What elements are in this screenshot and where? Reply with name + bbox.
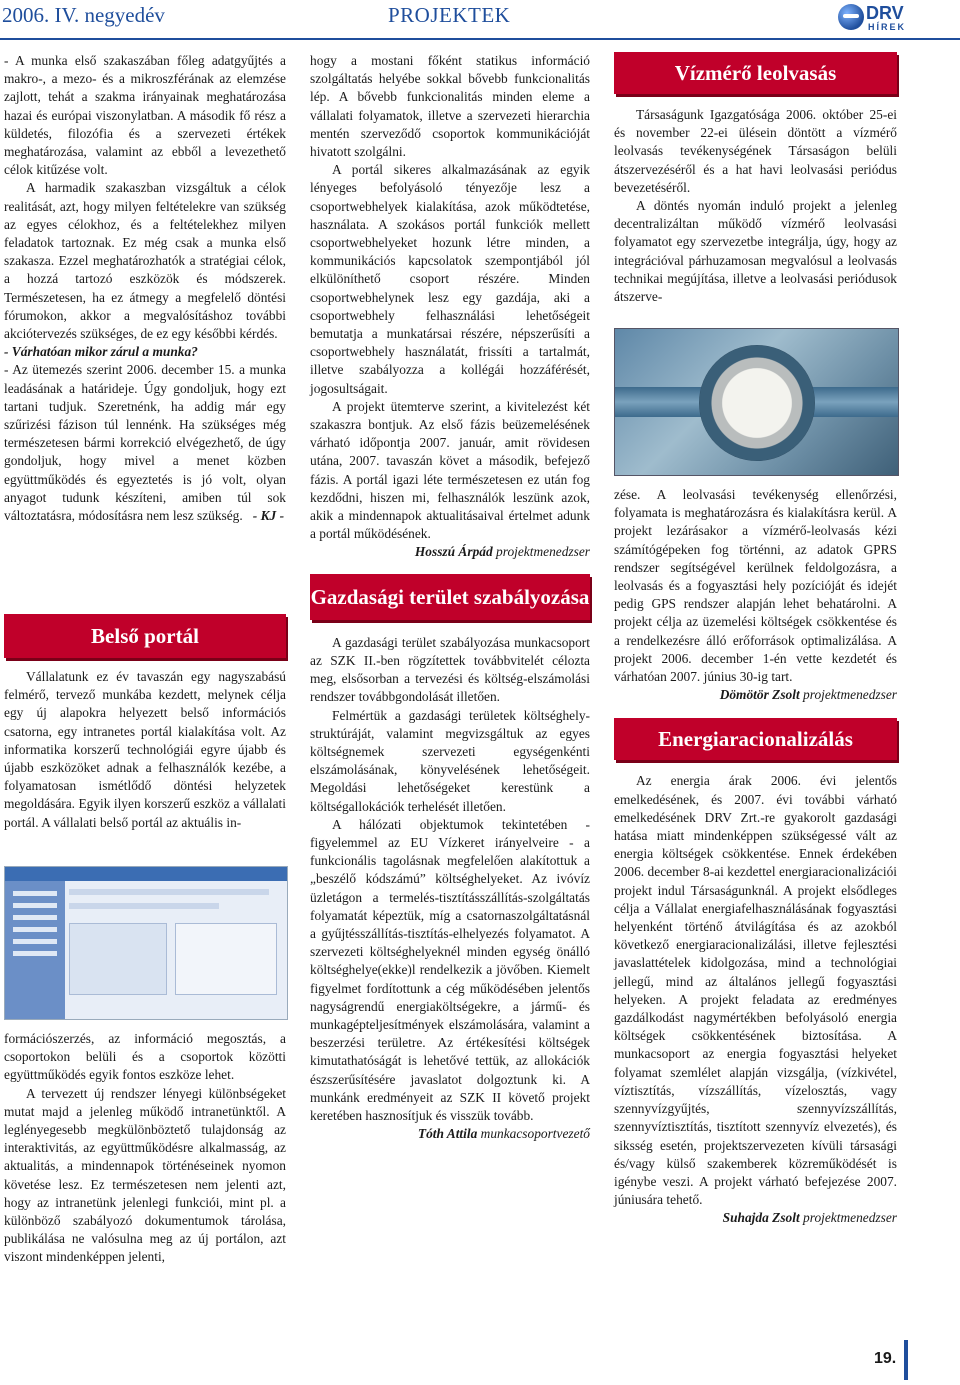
column-1 xyxy=(4,52,286,525)
col1-para-2: A harmadik szakaszban vizsgáltuk a célok realitását, azt, hogy milyen feltételekre van szükség az egyes célokhoz, és a feltételekhez milyen feladatok tartoznak. Ez még csak a munka első szakasza. Ezzel meghatározhatók a stratégiai célok, a hozzá tartozó eszközök és módszerek. Természetesen, ha ez átmegy a megfelelő döntési fórumokon, akkor a megvalósításhoz további akciótervezés szükséges, de ez egy későbbi kérdés. xyxy=(4,180,286,342)
page-number-bar xyxy=(904,1340,908,1380)
signature-name: Suhajda Zsolt xyxy=(722,1210,800,1226)
water-meter-photo xyxy=(614,328,899,476)
water-meter-icon xyxy=(699,345,815,461)
signature-name: Hosszú Árpád xyxy=(414,544,493,560)
section-band-belso-portal: Belső portál xyxy=(4,614,286,658)
column-2 xyxy=(310,52,590,1143)
header-divider xyxy=(0,38,960,40)
section-band-gazdasagi: Gazdasági terület szabályozása xyxy=(310,574,590,620)
col3-para-4: Az energia árak 2006. évi jelentős emelkedésének, és 2007. évi további várható emelkedésének DRV Zrt.-re gyakorolt gazdasági hatása miatt mindenképpen szükségessé vált az energia költségek csökkentése. Ennek érdekében 2006. december 8-ai kezdettel energiaracionalizációi projekt indul Társaságunknál. A projekt elsődleges célja a Vállalat energiafelhasználásának fogyasztási helyenként történő átvilágítása és az azokból következő energiaracionalizálási, illetve fejlesztési javaslattételek kidolgozása, mind a technológiai jellegű, mind az általános jellegű fogyasztási helyeken. A projekt feladata az eredményes gazdálkodást nagymértékben befolyásoló energia költségek csökkentésének biztosítása. A munkacsoport az energia fogyasztási helyeket folyamat szemlélet alapján vizsgálja, (vízkivétel, víztisztítás, vízszállítás, vízelosztás, vagy szennyvízgyűjtés, szennyvízszállítás, szennyvíztisztítás, tisztított szennyvíz elvezetés), és siksség esetén, projektszervezeten kívüli társasági és/vagy külső szakemberek közreműködését is igénybe veszi. A projekt várható befejezése 2007. júniusára tehető. xyxy=(614,773,897,1208)
drv-logo-icon xyxy=(838,4,864,30)
issue-label: 2006. IV. negyedév xyxy=(2,3,165,27)
author-signature: - KJ - xyxy=(252,508,285,524)
signature-domotor xyxy=(614,686,897,704)
section-band-energia: Energiaracionalizálás xyxy=(614,718,897,760)
page-header xyxy=(0,0,960,40)
col1-para-3-text: - Az ütemezés szerint 2006. december 15. a munka leadásának a határideje. Úgy gondoljuk, hogy ezt tartani tudjuk. Szeretnénk, ha addig már egy szűrizési fázison túl lennénk. Ha szükséges még természetesen bármi korrekció elvégezhető, de úgy gondoljuk, hogy mivel a menet közben együttműködés és egyeztetés is jó volt, olyan anyagot tudunk készíteni, amiben túl sok változtatásra, módosításra nem lesz szükség. xyxy=(4,362,286,524)
col3-para-1: Társaságunk Igazgatósága 2006. október 25-ei és november 22-ei ülésein döntött a vízmérő leolvasás tevékenységének Társaságon belüli átszervezéséről és a hat havi leolvasási periódus bevezetéséről. xyxy=(614,107,897,195)
col1-para-3 xyxy=(4,361,286,525)
col2-para-6: A hálózati objektumok tekintetében - figyelemmel az EU Vízkeret irányelveire - a funkcionális tagolásnak megfelelően alakítottuk a „beszélő kódszámú” költséghelyeket. Az ivóvíz üzletágon a termelés-tisztításszállítás-szolgáltatás folyamatát képeztük, míg a csatornaszolgáltatásnál a gyűjtésszállítás-tisztítás-elhelyezés folyamatot. A szervezeti költséghelyeknél minden egység önálló költséghelye(ekke)l rendelkezik a jövőben. Kiemelt figyelmet fordítottunk a cég működésében jelentős nagyságrendű energiaköltségekre, a jármű- és munkagépteljesítmények elszámolására, valamint a beszerzési területre. Az értékesítési költségek kimutathatóságát is lehetővé tettük, az allokációk észszerűsítésére javaslatot dolgoztunk ki. A munkánk eredményeit az SZK II követő projekt keretében hasznosítjuk és visszük tovább. xyxy=(310,816,590,1123)
drv-logo xyxy=(838,2,908,36)
column-1-bottom xyxy=(4,1030,286,1267)
col3-para-3: zése. A leolvasási tevékenység ellenőrzési, folyamata is meghatározásra és kialakításra kerül. A projekt lezárásakor a vízmérő-leolvasás kézi számítógépeken fog történni, az adatok GPRS rendszer segítségével kerülnek feldolgozásra, a leolvasás és a fogyasztási hely pozícióját és idejét pedig GPS rendszer alapján lehet behatárolni. A projekt célja az üzemelési költségek csökkentése és a rendelkezésre álló erőforrások optimalizálása. A projekt 2006. december 1-én vette kezdetét és várhatóan 2007. június 30-ig tart. xyxy=(614,487,897,685)
section-title: PROJEKTEK xyxy=(388,3,511,27)
page-number: 19. xyxy=(874,1350,897,1367)
col2-para-1: hogy a mostani főként statikus információ szolgáltatás helyébe sokkal bővebb funkcionalitás lép. A bővebb funkcionalitás minden eleme a vállalati folyamatok, illetve a szervezeti hierarchia mentén szerveződő csoportok kommunikációját hivatott szolgálni. xyxy=(310,53,590,160)
logo-text: DRV xyxy=(866,3,904,23)
signature-role: projektmenedzser xyxy=(803,1210,897,1226)
intranet-screenshot-image xyxy=(4,866,288,1020)
column-3-lower xyxy=(614,486,897,1228)
column-1-lower xyxy=(4,668,286,832)
col1-para-5: formációszerzés, az információ megosztás, a csoportokon belüli és a csoportok közötti együttműködés egyik fontos eszköze lehet. xyxy=(4,1031,286,1083)
col3-para-2: A döntés nyomán induló projekt a jelenleg decentralizáltan működő vízmérő leolvasási folyamatot egy szervezetbe integrálja, úgy, hogy az integrációval párhuzamosan megvalósul a leolvasás technikai megújítása, illetve a leolvasási periódusok átszerve- xyxy=(614,198,897,305)
signature-name: Dömötör Zsolt xyxy=(719,687,800,703)
signature-role: munkacsoportvezető xyxy=(480,1126,590,1142)
interview-question: - Várhatóan mikor zárul a munka? xyxy=(4,344,198,360)
section-band-vizmero: Vízmérő leolvasás xyxy=(614,52,897,94)
column-3 xyxy=(614,52,897,306)
col1-para-6: A tervezett új rendszer lényegi különbségeket mutat majd a jelenleg működő intranetünktől. A leglényegesebb megkülönböztető tulajdonság az interaktivitás, az együttműködésre alkalmasság, az aktualitás, a mindennapok történéseinek nyomon követése lesz. Ez természetesen nem jelenti azt, hogy az intranetünk jelenlegi funkciói, mint pl. a különböző szabályozó dokumentumok tárolása, publikálása ne valósulna meg az új portálon, azt viszont mindenképpen jelenti, xyxy=(4,1085,286,1265)
col1-para-1: - A munka első szakaszában főleg adatgyűjtés a makro-, a mezo- és a mikroszférának az elemzése zajlott, tehát a szakma irányainak meghatározása hazai és európai viszonylatban. A második fő rész a küldetés, filozófia és a szervezeti értékek meghatározása, valamint az ebből a levezethető célok kitűzése volt. xyxy=(4,53,286,178)
signature-role: projektmenedzser xyxy=(803,687,897,703)
col2-para-3: A projekt ütemterve szerint, a kivitelezést két szakaszra bontjuk. Az első fázis beüzemelésének várható időpontja 2007. január, amit rövidesen utána, 2007. tavaszán követ a második, befejező fázis. A portál igazi léte természetesen ez után fog kezdődni, hiszen mi, felhasználók leszünk azok, akik a mindennapok aktualitásaival értelmet adunk a portál működésének. xyxy=(310,398,590,542)
signature-toth xyxy=(310,1125,590,1143)
signature-suhajda xyxy=(614,1209,897,1227)
col2-para-2: A portál sikeres alkalmazásának az egyik lényeges befolyásoló tényezője lesz a csoportwebhelyek kialakítása, azok működtetése, használata. A szokásos portál funkciók mellett csoportwebhelyeket hozunk létre minden, a kommunikációs kapcsolatok szempontjából jól elkülöníthető csoport részére. Minden csoportwebhelynek lesz egy gazdája, aki a csoportwebhely felhasználási lehetőségeit bemutatja a munkatársai részére, népszerűsíti a csoportwebhely használatát, frissíti a tartalmát, illetve szabályozza a kollégái hozzáférését, jogosultságait. xyxy=(310,162,590,396)
signature-name: Tóth Attila xyxy=(417,1126,478,1142)
col2-para-4: A gazdasági terület szabályozása munkacsoport az SZK II.-ben rögzítettek továbbvitelét célozta meg, elsősorban a tervezési és költség-elszámolási rendszer továbbgondolását illetően. xyxy=(310,634,590,705)
signature-role: projektmenedzser xyxy=(496,544,590,560)
signature-hosszu xyxy=(310,543,590,561)
logo-sub: HÍREK xyxy=(868,22,907,32)
col1-para-4: Vállalatunk ez év tavaszán egy nagyszabású felmérő, tervező munkába kezdett, melynek célja egy új alapokra helyezett belső információs csatorna, egy intranetes portál kialakítása volt. Az informatika korszerű technológiái egyre újabb és újabb eszközöket adnak a felhasználók kezébe, a folyamatosan ismétlődő döntési helyzetek megoldására. Egyik ilyen korszerű eszköz a vállalati portál. A vállalati belső portál az aktuális in- xyxy=(4,669,286,830)
col2-para-5: Felmértük a gazdasági területek költséghely-struktúráját, valamint megvizsgáltuk az egyes költségnemek szervezeti egységenkénti elszámolásának, könyvelésének lehetőségeit. Megoldási lehetőségeket kerestünk a költségallokációk terhelését illetően. xyxy=(310,707,590,814)
